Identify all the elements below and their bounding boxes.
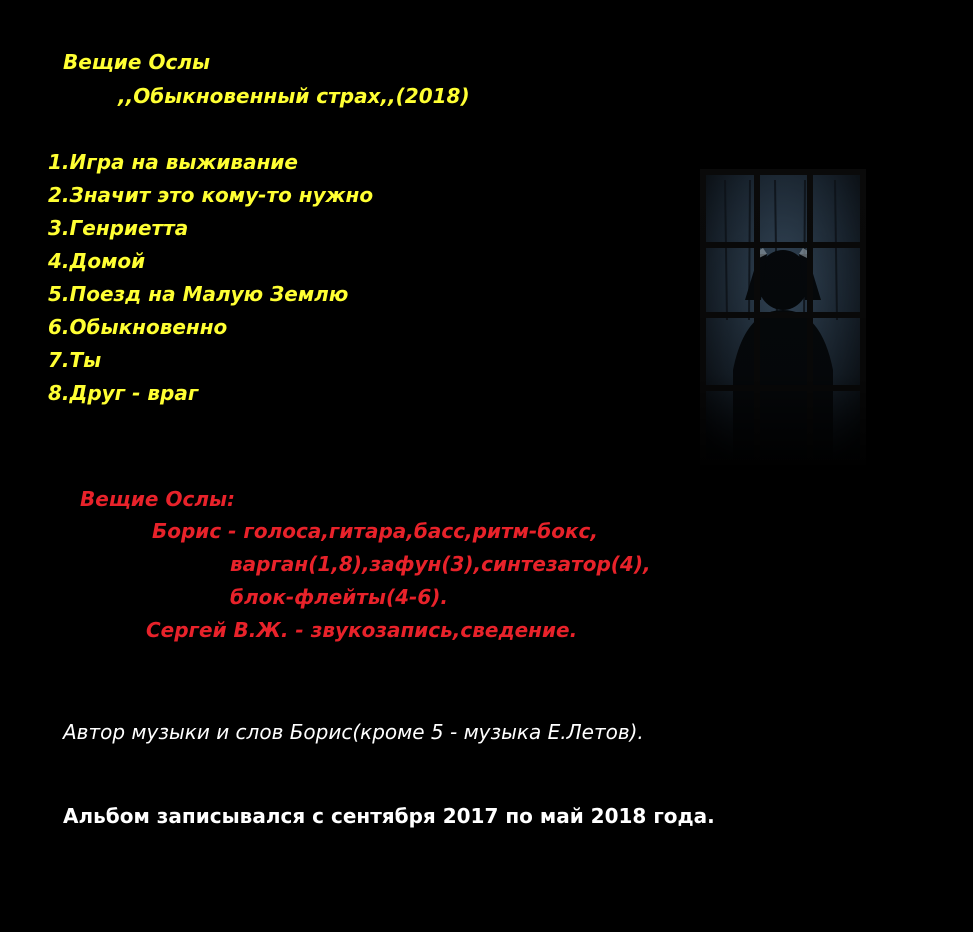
track-item: 2.Значит это кому-то нужно: [48, 183, 374, 207]
track-item: 7.Ты: [48, 348, 102, 372]
credits-line: Сергей В.Ж. - звукозапись,сведение.: [146, 618, 578, 642]
credits-line: блок-флейты(4-6).: [230, 585, 448, 609]
credits-heading: Вещие Ослы:: [80, 487, 236, 511]
album-title: ,,Обыкновенный страх,,(2018): [118, 84, 470, 108]
track-item: 5.Поезд на Малую Землю: [48, 282, 349, 306]
track-item: 6.Обыкновенно: [48, 315, 228, 339]
track-item: 8.Друг - враг: [48, 381, 199, 405]
track-item: 3.Генриетта: [48, 216, 189, 240]
track-list: [48, 146, 373, 410]
credits-line: варган(1,8),зафун(3),синтезатор(4),: [230, 552, 651, 576]
author-note: Автор музыки и слов Борис(кроме 5 - музыка Е.Летов).: [63, 720, 644, 744]
band-name: Вещие Ослы: [63, 50, 211, 74]
recording-note: Альбом записывался с сентября 2017 по май 2018 года.: [63, 804, 715, 828]
track-item: 4.Домой: [48, 249, 146, 273]
track-item: 1.Игра на выживание: [48, 150, 298, 174]
window-figure-image: [655, 150, 875, 470]
credits-line: Борис - голоса,гитара,басс,ритм-бокс,: [152, 519, 598, 543]
